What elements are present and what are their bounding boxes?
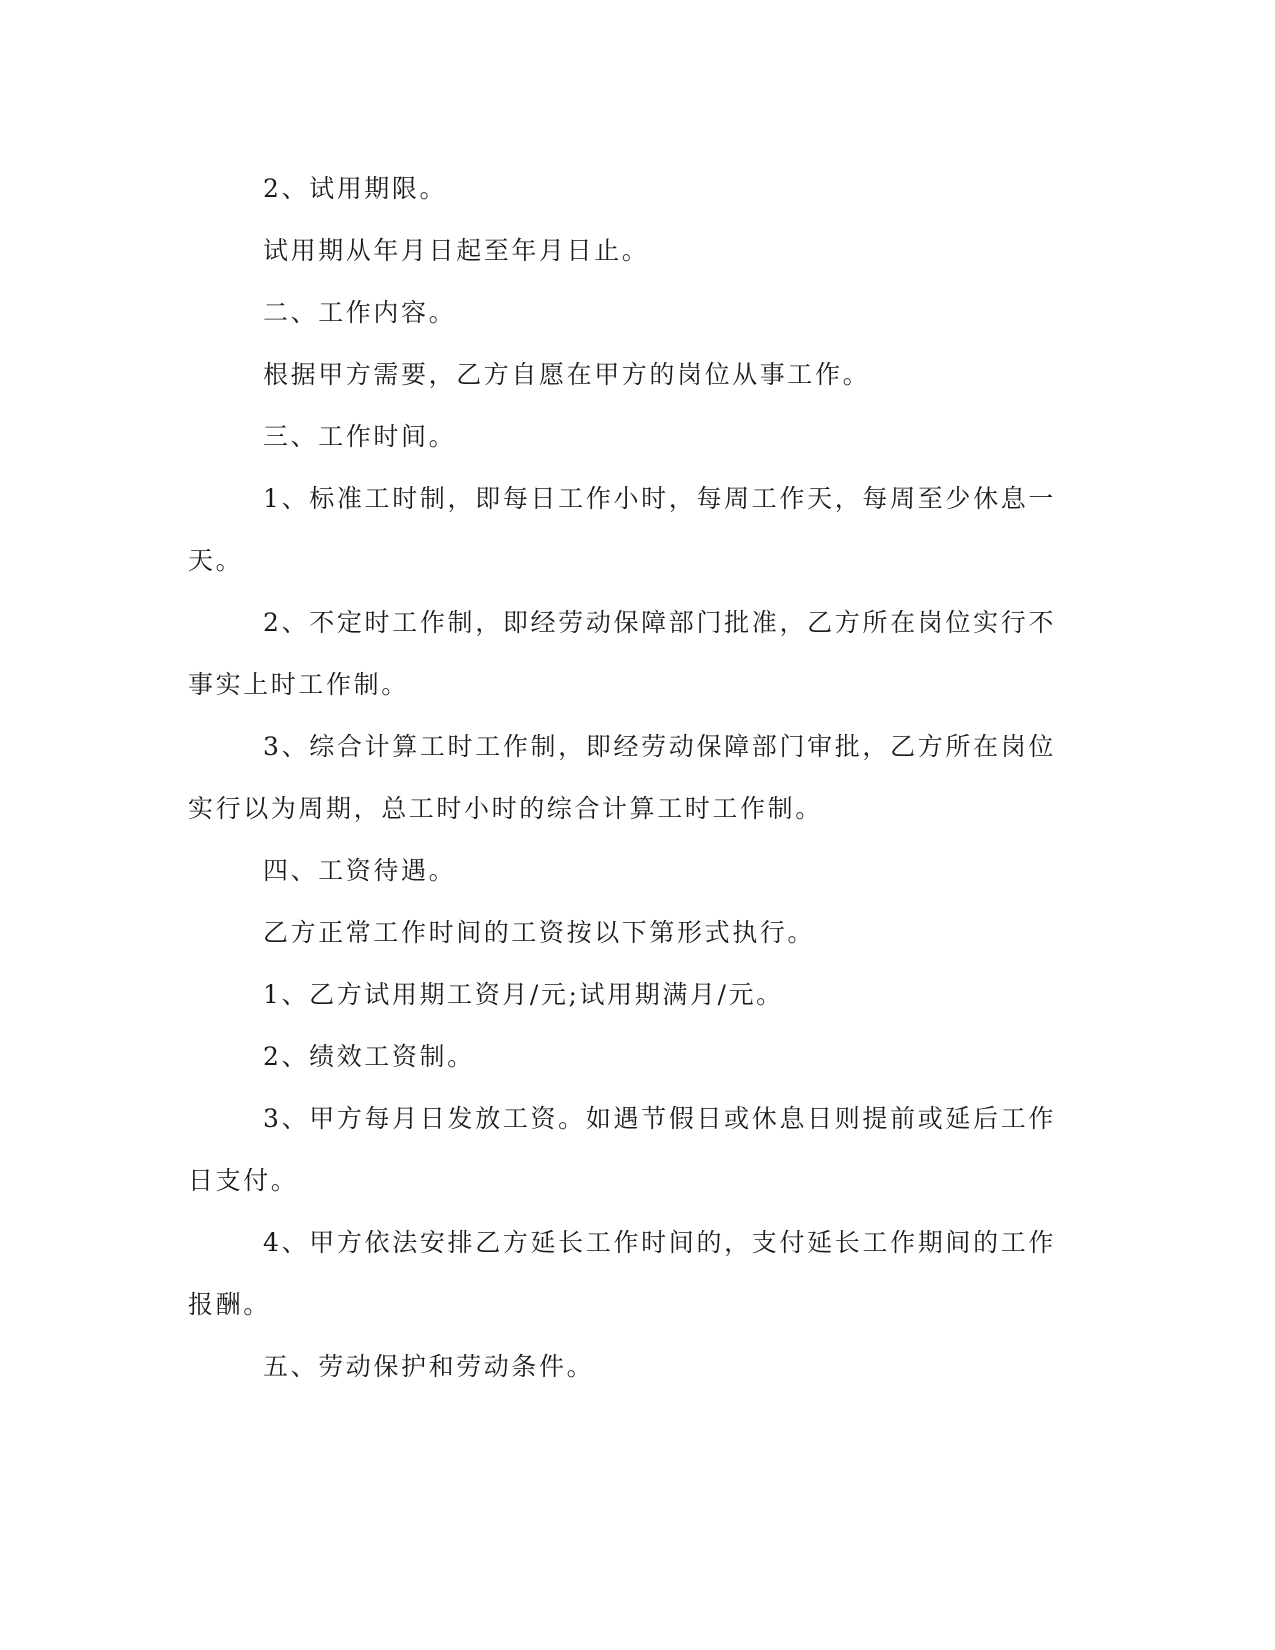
- paragraph-overtime-pay: 4、甲方依法安排乙方延长工作时间的，支付延长工作期间的工作报酬。: [188, 1228, 1056, 1319]
- heading-work-content: 二、工作内容。: [263, 298, 457, 327]
- paragraph-work-content: 根据甲方需要，乙方自愿在甲方的岗位从事工作。: [263, 360, 871, 389]
- paragraph-performance-wage: 2、绩效工资制。: [263, 1042, 475, 1071]
- heading-labor-protection: 五、劳动保护和劳动条件。: [263, 1352, 595, 1381]
- heading-work-hours: 三、工作时间。: [263, 422, 457, 451]
- paragraph-standard-hours: 1、标准工时制，即每日工作小时，每周工作天，每周至少休息一天。: [188, 484, 1056, 575]
- paragraph-flexible-hours: 2、不定时工作制，即经劳动保障部门批准，乙方所在岗位实行不事实上时工作制。: [188, 608, 1056, 699]
- paragraph-pay-date: 3、甲方每月日发放工资。如遇节假日或休息日则提前或延后工作日支付。: [188, 1104, 1056, 1195]
- document-body: [188, 158, 1056, 1398]
- heading-wages: 四、工资待遇。: [263, 856, 457, 885]
- paragraph-probation-wage: 1、乙方试用期工资月/元;试用期满月/元。: [263, 980, 784, 1009]
- paragraph-probation-period: 试用期从年月日起至年月日止。: [263, 236, 650, 265]
- paragraph-wage-form: 乙方正常工作时间的工资按以下第形式执行。: [263, 918, 816, 947]
- paragraph-probation-term: 2、试用期限。: [263, 174, 448, 203]
- paragraph-comprehensive-hours: 3、综合计算工时工作制，即经劳动保障部门审批，乙方所在岗位实行以为周期，总工时小时的综合计算工时工作制。: [188, 732, 1056, 823]
